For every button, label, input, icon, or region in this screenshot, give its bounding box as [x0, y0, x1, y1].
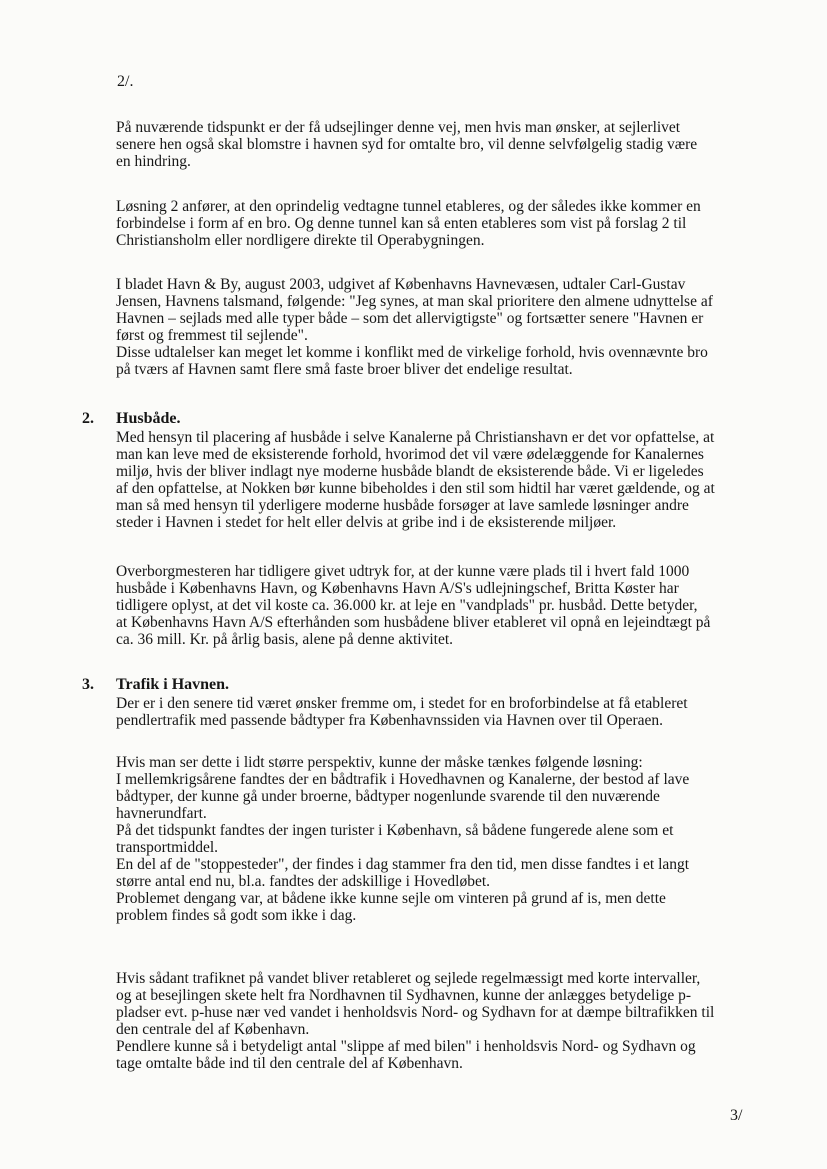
section-2-paragraph-1: [116, 429, 761, 531]
text-line: af den opfattelse, at Nokken bør kunne bibeholdes i den stil som hidtil har været gældende, og at: [116, 480, 715, 497]
text-line: Hvis sådant trafiknet på vandet bliver retableret og sejlede regelmæssigt med korte intervaller,: [116, 970, 701, 987]
text-line: den centrale del af København.: [116, 1021, 310, 1038]
text-line: I mellemkrigsårene fandtes der en bådtrafik i Hovedhavnen og Kanalerne, der bestod af lave: [116, 771, 690, 788]
text-line: forbindelse i form af en bro. Og denne tunnel kan så enten etableres som vist på forslag 2 til: [116, 215, 687, 232]
text-line: på tværs af Havnen samt flere små faste broer bliver det endelige resultat.: [116, 361, 573, 378]
section-2-heading: [82, 410, 180, 427]
section-number: 2.: [82, 410, 94, 427]
text-line: man så med hensyn til yderligere moderne husbåde forsøger at lave samlede løsninger andre: [116, 497, 689, 514]
intro-paragraph-3: [116, 276, 761, 378]
text-line: Pendlere kunne så i betydeligt antal "slippe af med bilen" i henholdsvis Nord- og Sydhavn og: [116, 1038, 696, 1055]
section-3-paragraph-2: [116, 754, 761, 924]
text-line: husbåde i Københavns Havn, og Københavns Havn A/S's udlejningschef, Britta Køster har: [116, 580, 679, 597]
text-line: miljø, hvis der bliver indlagt nye moderne husbåde blandt de eksisterende både. Vi er ligeledes: [116, 463, 704, 480]
text-line: at Københavns Havn A/S efterhånden som husbådene bliver etableret vil opnå en lejeindtægt på: [116, 614, 711, 631]
text-line: tage omtalte både ind til den centrale del af København.: [116, 1055, 463, 1072]
section-2-paragraph-2: [116, 563, 761, 648]
text-line: En del af de "stoppesteder", der findes i dag stammer fra den tid, men disse fandtes i et langt: [116, 856, 690, 873]
text-line: Havnen – sejlads med alle typer både – som det allervigtigste" og fortsætter senere "Havnen er: [116, 310, 704, 327]
text-line: I bladet Havn & By, august 2003, udgivet af Københavns Havnevæsen, udtaler Carl-Gustav: [116, 276, 686, 293]
text-line: Hvis man ser dette i lidt større perspektiv, kunne der måske tænkes følgende løsning:: [116, 754, 643, 771]
text-line: Christiansholm eller nordligere direkte til Operabygningen.: [116, 232, 485, 249]
text-line: transportmiddel.: [116, 839, 219, 856]
section-title: Husbåde.: [116, 410, 181, 427]
text-line: pladser evt. p-huse nær ved vandet i henholdsvis Nord- og Sydhavn for at dæmpe biltrafikken til: [116, 1004, 715, 1021]
text-line: senere hen også skal blomstre i havnen syd for omtalte bro, vil denne selvfølgelig stadig være: [116, 136, 698, 153]
text-line: pendlertrafik med passende bådtyper fra Københavnssiden via Havnen over til Operaen.: [116, 712, 664, 729]
text-line: Med hensyn til placering af husbåde i selve Kanalerne på Christianshavn er det vor opfattelse, at: [116, 429, 715, 446]
text-line: steder i Havnen i stedet for helt eller delvis at gribe ind i de eksisterende miljøer.: [116, 514, 617, 531]
intro-paragraph-2: [116, 198, 761, 249]
text-line: ca. 36 mill. Kr. på årlig basis, alene på denne aktivitet.: [116, 631, 454, 648]
page-number-top: 2/.: [117, 73, 134, 90]
text-line: problem findes så godt som ikke i dag.: [116, 907, 357, 924]
text-line: og at besejlingen skete helt fra Nordhavnen til Sydhavnen, kunne der anlægges betydelige p-: [116, 987, 692, 1004]
text-line: Der er i den senere tid været ønsker fremme om, i stedet for en broforbindelse at få etableret: [116, 695, 688, 712]
text-line: en hindring.: [116, 153, 191, 170]
text-line: Problemet dengang var, at bådene ikke kunne sejle om vinteren på grund af is, men dette: [116, 890, 666, 907]
text-line: Disse udtalelser kan meget let komme i konflikt med de virkelige forhold, hvis ovennævnte bro: [116, 344, 708, 361]
text-line: Overborgmesteren har tidligere givet udtryk for, at der kunne være plads til i hvert fald 1000: [116, 563, 690, 580]
text-line: På det tidspunkt fandtes der ingen turister i København, så bådene fungerede alene som et: [116, 822, 674, 839]
text-line: På nuværende tidspunkt er der få udsejlinger denne vej, men hvis man ønsker, at sejlerlivet: [116, 119, 681, 136]
section-title: Trafik i Havnen.: [116, 676, 230, 693]
text-line: man kan leve med de eksisterende forhold, hvorimod det vil være ødelæggende for Kanalernes: [116, 446, 704, 463]
text-line: Løsning 2 anfører, at den oprindelig vedtagne tunnel etableres, og der således ikke kommer en: [116, 198, 701, 215]
section-number: 3.: [82, 676, 94, 693]
text-line: Jensen, Havnens talsmand, følgende: "Jeg synes, at man skal prioritere den almene udnyttelse af: [116, 293, 713, 310]
intro-paragraph-1: [116, 119, 761, 170]
section-3-heading: [82, 676, 229, 693]
page-number-next: 3/: [730, 1107, 743, 1124]
section-3-paragraph-1: [116, 695, 761, 729]
text-line: tidligere oplyst, at det vil koste ca. 36.000 kr. at leje en "vandplads" pr. husbåd. Dette betyder,: [116, 597, 698, 614]
text-line: større antal end nu, bl.a. fandtes der adskillige i Hovedløbet.: [116, 873, 491, 890]
text-line: først og fremmest til sejlende".: [116, 327, 308, 344]
section-3-paragraph-3: [116, 970, 761, 1072]
text-line: havnerundfart.: [116, 805, 207, 822]
text-line: bådtyper, der kunne gå under broerne, bådtyper nogenlunde svarende til den nuværende: [116, 788, 660, 805]
